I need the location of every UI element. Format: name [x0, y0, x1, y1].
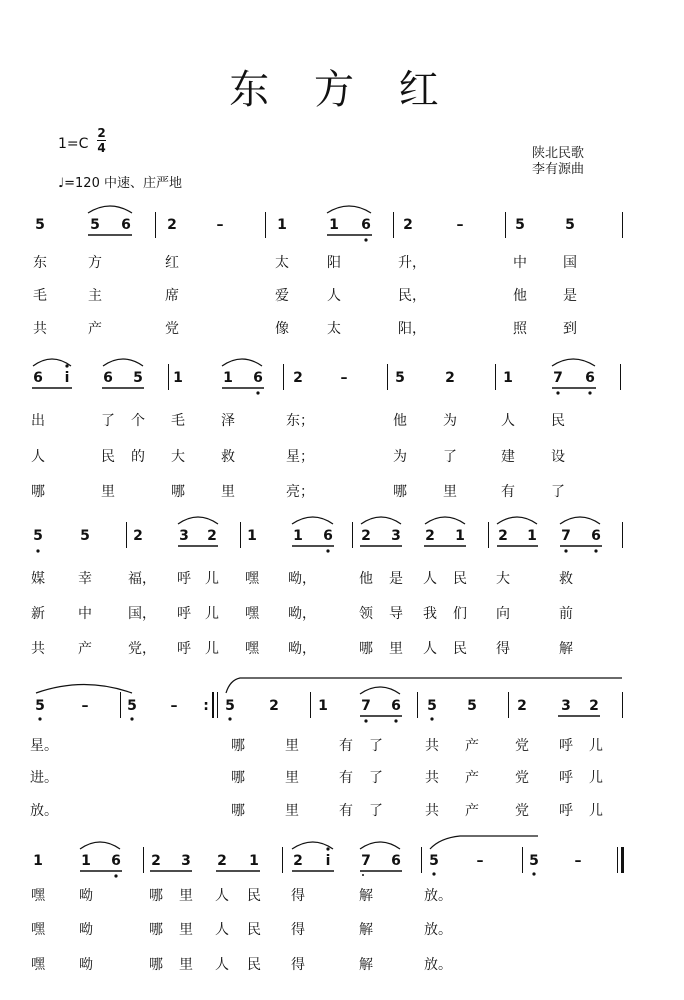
note: 2	[403, 217, 413, 233]
lyric: 亮；	[286, 484, 314, 500]
slur	[88, 206, 132, 213]
lyric: 党	[515, 738, 529, 754]
lyric: 解	[359, 888, 373, 904]
lyric: 进。	[30, 770, 58, 786]
lyric: 产	[465, 738, 479, 754]
lyric: 星；	[286, 449, 314, 465]
credit-origin: 陕北民歌	[532, 146, 585, 161]
note: 6	[361, 217, 371, 233]
lyric: 里	[285, 738, 299, 754]
lyric: 儿	[589, 803, 603, 819]
note: 1	[223, 370, 233, 386]
note: 1	[277, 217, 287, 233]
key-signature: 1=C	[58, 136, 89, 152]
lyric: 哪	[231, 803, 245, 819]
lyric: 他	[359, 571, 373, 587]
low-octave-dot	[556, 391, 559, 394]
low-octave-dot	[432, 872, 435, 875]
lyric: 了	[551, 484, 565, 500]
lyric: 党，	[128, 641, 156, 657]
low-octave-dot	[532, 872, 535, 875]
slur	[36, 685, 132, 694]
lyric: 嘿	[31, 957, 45, 973]
lyric: 太	[275, 255, 289, 271]
lyric: 领	[359, 606, 373, 622]
slur	[103, 359, 143, 366]
lyric: 哪	[171, 484, 185, 500]
note: 1	[81, 853, 91, 869]
lyric: 为	[393, 449, 407, 465]
lyric: 阳，	[398, 321, 426, 337]
lyric: 有	[339, 738, 353, 754]
note: 3	[179, 528, 189, 544]
lyric: 里	[179, 957, 193, 973]
lyric: 解	[359, 957, 373, 973]
lyric: 呦	[79, 888, 93, 904]
low-octave-dot	[364, 719, 367, 722]
lyric: 共	[31, 641, 45, 657]
lyric: 呼	[177, 606, 191, 622]
lyric: 民	[247, 888, 261, 904]
slur	[552, 359, 595, 366]
lyric: 嘿	[31, 922, 45, 938]
slur	[33, 359, 71, 366]
lyric: 人	[327, 288, 341, 304]
note: i	[64, 370, 70, 386]
lyric: 到	[563, 321, 577, 337]
lyric: 共	[425, 770, 439, 786]
note: 5	[90, 217, 100, 233]
lyric: 出	[31, 413, 45, 429]
lyric: 里	[285, 770, 299, 786]
note: –	[170, 698, 178, 714]
note: 6	[323, 528, 333, 544]
lyric: 呼	[559, 770, 573, 786]
lyric: 太	[327, 321, 341, 337]
note: 5	[225, 698, 235, 714]
lyric: 解	[359, 922, 373, 938]
lyric: 人	[501, 413, 515, 429]
note: 2	[217, 853, 227, 869]
octave-dots	[36, 238, 597, 877]
note: 6	[591, 528, 601, 544]
slur	[226, 678, 622, 693]
lyric: 里	[389, 641, 403, 657]
note: 7	[361, 853, 371, 869]
slur	[80, 842, 120, 849]
lyric: 哪	[31, 484, 45, 500]
lyric: 哪	[359, 641, 373, 657]
note: 2	[361, 528, 371, 544]
slur	[425, 517, 465, 524]
slurs	[33, 206, 622, 849]
lyric: 的	[131, 449, 145, 465]
note: 1	[247, 528, 257, 544]
note: 1	[173, 370, 183, 386]
note: 5	[427, 698, 437, 714]
lyric: 儿	[205, 641, 219, 657]
note: 3	[561, 698, 571, 714]
lyric: 是	[389, 571, 403, 587]
lyric: 得	[291, 888, 305, 904]
note: 7	[561, 528, 571, 544]
lyric: 泽	[221, 413, 235, 429]
low-octave-dot	[130, 717, 133, 720]
note: 2	[425, 528, 435, 544]
slur	[361, 517, 401, 524]
lyric: 人	[215, 957, 229, 973]
lyric: 产	[465, 803, 479, 819]
lyric: 儿	[205, 606, 219, 622]
note: 1	[249, 853, 259, 869]
time-signature-top: 2	[97, 126, 106, 140]
lyric: 新	[31, 606, 45, 622]
lyric: 嘿	[245, 641, 259, 657]
lyric: 升，	[398, 255, 426, 271]
lyric: 国，	[128, 606, 156, 622]
low-octave-dot	[36, 549, 39, 552]
note: 5	[565, 217, 575, 233]
lyric: 哪	[231, 770, 245, 786]
note: 2	[517, 698, 527, 714]
tempo-marking: ♩=120 中速、庄严地	[58, 176, 182, 191]
lyric: 得	[496, 641, 510, 657]
note: 6	[33, 370, 43, 386]
note: 5	[529, 853, 539, 869]
lyric: 嘿	[245, 606, 259, 622]
lyric: 有	[339, 770, 353, 786]
note: 6	[121, 217, 131, 233]
note: 2	[207, 528, 217, 544]
lyric: 嘿	[245, 571, 259, 587]
lyric: 人	[215, 888, 229, 904]
lyric: 们	[453, 606, 467, 622]
lyric: 席	[165, 288, 179, 304]
lyric: 人	[31, 449, 45, 465]
lyric: 东	[33, 255, 47, 271]
lyric: 呦，	[288, 571, 316, 587]
lyric: 儿	[205, 571, 219, 587]
lyric: 里	[179, 922, 193, 938]
lyric: 呼	[177, 641, 191, 657]
lyric: 幸	[78, 571, 92, 587]
lyric: 了	[369, 803, 383, 819]
low-octave-dot	[256, 391, 259, 394]
lyric: 人	[215, 922, 229, 938]
note: 1	[527, 528, 537, 544]
note: 5	[33, 528, 43, 544]
note: 1	[455, 528, 465, 544]
lyric: 民	[101, 449, 115, 465]
note: 5	[467, 698, 477, 714]
low-octave-dot	[364, 238, 367, 241]
lyric: 呦	[79, 922, 93, 938]
note: 5	[515, 217, 525, 233]
lyric: 了	[369, 738, 383, 754]
lyric: 呦，	[288, 641, 316, 657]
lyric: 里	[101, 484, 115, 500]
note: 1	[293, 528, 303, 544]
lyric: 有	[501, 484, 515, 500]
lyric: 里	[443, 484, 457, 500]
slur	[430, 836, 538, 849]
low-octave-dot	[394, 719, 397, 722]
lyric: 了	[443, 449, 457, 465]
lyric: 他	[513, 288, 527, 304]
low-octave-dot	[588, 391, 591, 394]
slur	[292, 517, 333, 524]
lyric: 得	[291, 922, 305, 938]
lyric: 共	[425, 803, 439, 819]
slur	[222, 359, 262, 366]
lyric: 哪	[393, 484, 407, 500]
note: 2	[293, 370, 303, 386]
note: –	[476, 853, 484, 869]
note: 3	[181, 853, 191, 869]
lyric: 主	[88, 288, 102, 304]
high-octave-dot	[65, 364, 68, 367]
lyric: 放。	[424, 922, 452, 938]
note: –	[81, 698, 89, 714]
note: 5	[133, 370, 143, 386]
lyric: 他	[393, 413, 407, 429]
note: 6	[253, 370, 263, 386]
note: 6	[391, 853, 401, 869]
note: 2	[151, 853, 161, 869]
lyric: 有	[339, 803, 353, 819]
lyric: 为	[443, 413, 457, 429]
note: 5	[395, 370, 405, 386]
lyric: 导	[389, 606, 403, 622]
note: –	[456, 217, 464, 233]
note: 7	[361, 698, 371, 714]
lyric: 哪	[149, 888, 163, 904]
lyric: 得	[291, 957, 305, 973]
lyric: 党	[515, 770, 529, 786]
beams	[32, 235, 602, 871]
note: 2	[167, 217, 177, 233]
note: 2	[293, 853, 303, 869]
song-title: 东 方 红	[229, 67, 455, 113]
lyric: 共	[33, 321, 47, 337]
lyric: 里	[285, 803, 299, 819]
lyric: 是	[563, 288, 577, 304]
lyric: 福，	[128, 571, 156, 587]
note: 6	[103, 370, 113, 386]
lyric: 民	[453, 641, 467, 657]
lyric: 人	[423, 571, 437, 587]
lyric: 中	[78, 606, 92, 622]
note: –	[216, 217, 224, 233]
low-octave-dot	[228, 717, 231, 720]
note: 2	[133, 528, 143, 544]
lyric: 民	[551, 413, 565, 429]
lyric: 了	[101, 413, 115, 429]
lyric: 大	[496, 571, 510, 587]
lyric: 放。	[424, 957, 452, 973]
high-octave-dot	[326, 847, 329, 850]
low-octave-dot	[326, 549, 329, 552]
slur	[560, 517, 600, 524]
note: 5	[80, 528, 90, 544]
lyric: 民	[247, 957, 261, 973]
lyric: 了	[369, 770, 383, 786]
credit-composer: 李有源曲	[532, 162, 585, 177]
note: 6	[585, 370, 595, 386]
lyric: 党	[515, 803, 529, 819]
note: 3	[391, 528, 401, 544]
lyric: 哪	[149, 922, 163, 938]
note: –	[340, 370, 348, 386]
lyric: 像	[275, 321, 289, 337]
lyric: 国	[563, 255, 577, 271]
lyric: 呼	[559, 738, 573, 754]
lyric: 爱	[275, 288, 289, 304]
note: –	[574, 853, 582, 869]
lyric: 里	[179, 888, 193, 904]
lyric: 民	[453, 571, 467, 587]
note: i	[325, 853, 331, 869]
lyric: 媒	[31, 571, 45, 587]
lyric: 民，	[398, 288, 426, 304]
note: 1	[318, 698, 328, 714]
lyric: 放。	[30, 803, 58, 819]
slur	[497, 517, 537, 524]
note: 2	[498, 528, 508, 544]
low-octave-dot	[114, 874, 117, 877]
slur	[360, 842, 400, 849]
slur	[178, 517, 218, 524]
lyric: 产	[465, 770, 479, 786]
lyric: 嘿	[31, 888, 45, 904]
lyric: 救	[221, 449, 235, 465]
lyric: 中	[513, 255, 527, 271]
low-octave-dot	[564, 549, 567, 552]
lyric: 方	[88, 255, 102, 271]
lyric: 照	[513, 321, 527, 337]
slur	[360, 687, 400, 694]
lyric: 放。	[424, 888, 452, 904]
lyric: 建	[501, 449, 515, 465]
lyric: 前	[559, 606, 573, 622]
note: 1	[33, 853, 43, 869]
low-octave-dot	[430, 717, 433, 720]
note: 5	[127, 698, 137, 714]
note: 6	[391, 698, 401, 714]
lyric: 哪	[231, 738, 245, 754]
lyric: 向	[496, 606, 510, 622]
lyric: 人	[423, 641, 437, 657]
note: 1	[503, 370, 513, 386]
lyric: 呦	[79, 957, 93, 973]
note: 5	[35, 217, 45, 233]
lyric: 呼	[177, 571, 191, 587]
low-octave-dot	[594, 549, 597, 552]
lyric: 党	[165, 321, 179, 337]
lyric: 里	[221, 484, 235, 500]
lyric: 产	[88, 321, 102, 337]
lyric: 解	[559, 641, 573, 657]
lyric: 哪	[149, 957, 163, 973]
lyric: 儿	[589, 738, 603, 754]
lyric: 阳	[327, 255, 341, 271]
repeat-dots: :	[203, 698, 209, 714]
lyric: 红	[165, 255, 179, 271]
time-signature-bottom: 4	[97, 141, 106, 155]
lyric: 呦，	[288, 606, 316, 622]
lyric: 产	[78, 641, 92, 657]
lyric: 儿	[589, 770, 603, 786]
note: 5	[35, 698, 45, 714]
note: 1	[329, 217, 339, 233]
lyric: 个	[131, 413, 145, 429]
note: 7	[553, 370, 563, 386]
lyric: 大	[171, 449, 185, 465]
note: 5	[429, 853, 439, 869]
lyric: 星。	[30, 738, 58, 754]
lyric: 民	[247, 922, 261, 938]
lyric: 毛	[33, 288, 47, 304]
lyric: 我	[423, 606, 437, 622]
lyric: 共	[425, 738, 439, 754]
lyric: 毛	[171, 413, 185, 429]
note: 2	[589, 698, 599, 714]
low-octave-dot	[38, 717, 41, 720]
note: 2	[445, 370, 455, 386]
slur	[327, 206, 371, 213]
lyric: 设	[551, 449, 565, 465]
note: 2	[269, 698, 279, 714]
lyric: 东；	[286, 413, 314, 429]
lyric: 呼	[559, 803, 573, 819]
note: 6	[111, 853, 121, 869]
lyric: 救	[559, 571, 573, 587]
